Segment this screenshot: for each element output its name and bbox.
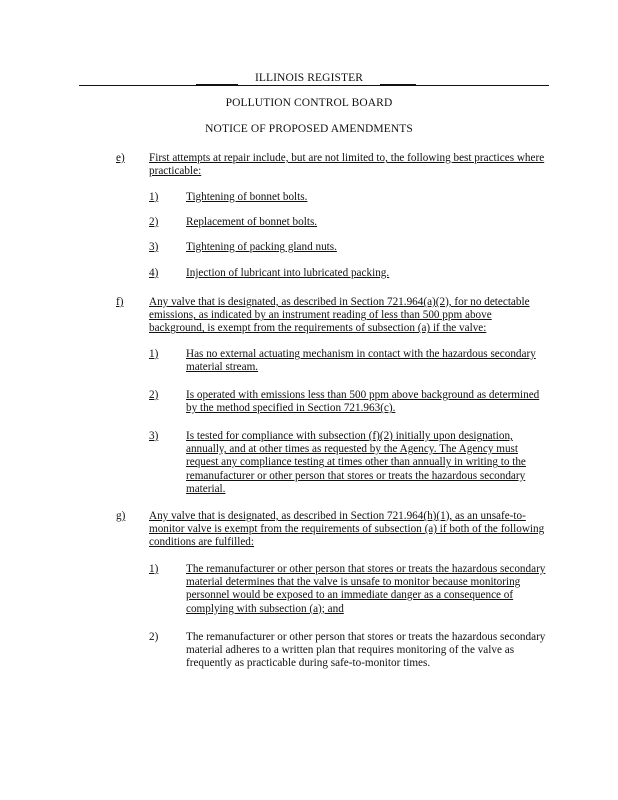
- section-f-item-3-text: Is tested for compliance with subsection (f)(2) initially upon designation, annually, and at other times as requested by the Agency. The Agency must request any compliance testing at times other than annually in writing to the remanufacturer or other person that stores or treats the hazardous secondary material.: [186, 430, 526, 495]
- section-f-item-1-label: 1): [149, 348, 159, 360]
- section-g-item-1-text: The remanufacturer or other person that stores or treats the hazardous secondary material determines that the valve is unsafe to monitor because monitoring personnel would be exposed to an immediate danger as a consequence of complying with subsection (a); and: [186, 563, 546, 615]
- section-g-item-2-text: The remanufacturer or other person that stores or treats the hazardous secondary material adheres to a written plan that requires monitoring of the valve as frequently as practicable during safe-to-monitor times.: [186, 631, 546, 670]
- notice-title: NOTICE OF PROPOSED AMENDMENTS: [205, 123, 413, 135]
- section-e-item-4-label: 4): [149, 267, 159, 279]
- section-f-item-3-label: 3): [149, 430, 159, 442]
- register-title: ILLINOIS REGISTER: [254, 72, 364, 84]
- section-e-item-3-label: 3): [149, 241, 159, 253]
- board-title: POLLUTION CONTROL BOARD: [225, 97, 393, 109]
- section-e-item-1-label: 1): [149, 191, 159, 203]
- section-e-item-4-text: Injection of lubricant into lubricated packing.: [186, 267, 390, 279]
- section-f-item-2-text: Is operated with emissions less than 500 ppm above background as determined by the method specified in Section 721.963(c).: [186, 389, 540, 415]
- section-e-item-1-text: Tightening of bonnet bolts.: [186, 191, 308, 203]
- section-f-text: Any valve that is designated, as described in Section 721.964(a)(2), for no detectable emissions, as indicated by an instrument reading of less than 500 ppm above background, is exempt from the requirements of subsection (a) if the valve:: [149, 296, 530, 335]
- section-g-item-2-label: 2): [149, 631, 159, 643]
- section-f-label: f): [116, 296, 124, 308]
- section-e-item-2-label: 2): [149, 216, 159, 228]
- section-e-label: e): [116, 152, 125, 164]
- section-e-item-2-text: Replacement of bonnet bolts.: [186, 216, 318, 228]
- section-e-text: First attempts at repair include, but are not limited to, the following best practices where practicable:: [149, 152, 545, 178]
- section-g-item-1-label: 1): [149, 563, 159, 575]
- section-f-item-2-label: 2): [149, 389, 159, 401]
- section-f-item-1-text: Has no external actuating mechanism in contact with the hazardous secondary material stream.: [186, 348, 536, 374]
- section-e-item-3-text: Tightening of packing gland nuts.: [186, 241, 337, 253]
- section-g-label: g): [116, 510, 126, 522]
- section-g-text: Any valve that is designated, as described in Section 721.964(h)(1), as an unsafe-to-monitor valve is exempt from the requirements of subsection (a) if both of the following conditions are fulfilled:: [149, 510, 545, 549]
